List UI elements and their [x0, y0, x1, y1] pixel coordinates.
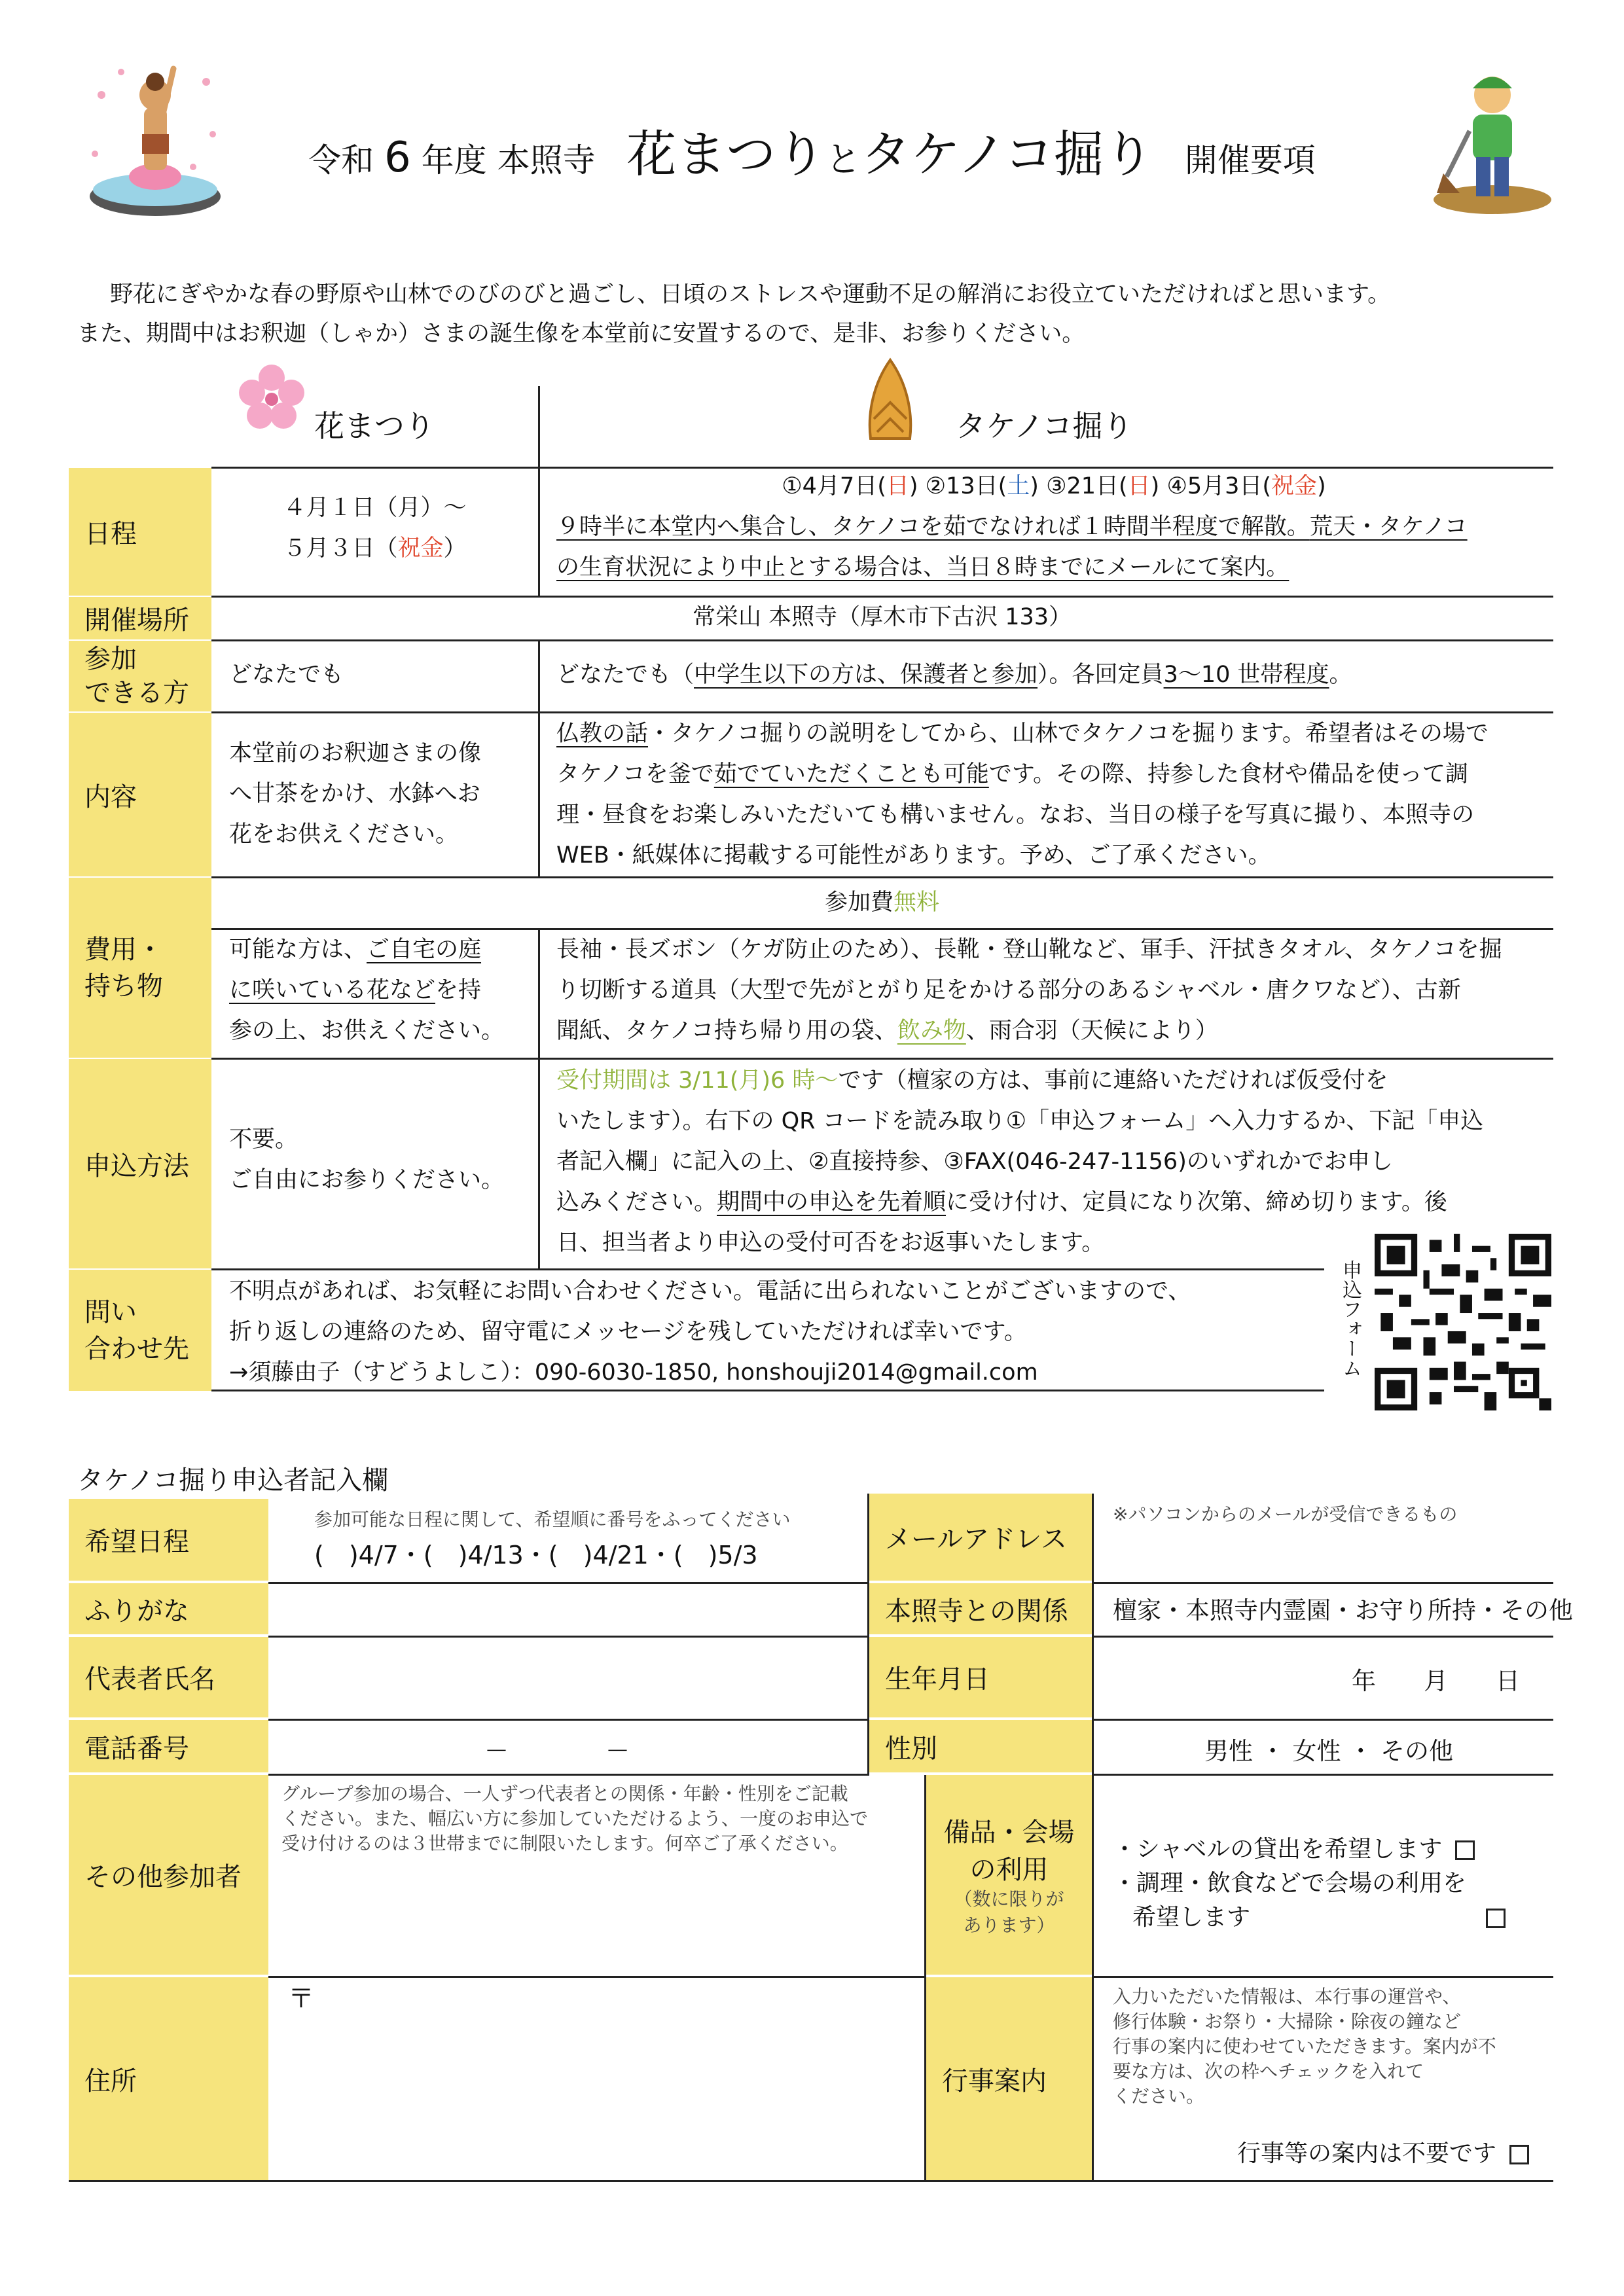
label-eligible: 参加 できる方: [69, 641, 211, 711]
label-content: 内容: [69, 713, 211, 876]
take-schedule: ①4月7日(日) ②13日(土) ③21日(日) ④5月3日(祝金) ９時半に本堂内へ集合し、タケノコを茹でなければ１時間半程度で解散。荒天・タケノコ の生育状況により中止とする場合は、当日８時までにメールにて案内。: [556, 466, 1551, 588]
checkbox-shovel[interactable]: [1455, 1840, 1475, 1860]
header-divider: [538, 386, 540, 468]
contact-text: 不明点があれば、お気軽にお問い合わせください。電話に出られないことがございますので、 折り返しの連絡のため、留守電にメッセージを残していただければ幸いです。 →須藤由子（すどうよしこ）：090-6030-1850, honshouji2014@gmail.com: [229, 1271, 1329, 1393]
cherry-blossom-icon: [239, 363, 304, 435]
form-rule: [268, 1976, 926, 1978]
dates-hint: 参加可能な日程に関して、希望順に番号をふってください: [314, 1509, 791, 1530]
contact-phone-email: →須藤由子（すどうよしこ）：090-6030-1850, honshouji2014@gmail.com: [229, 1359, 1038, 1386]
take-items: 長袖・長ズボン（ケガ防止のため）、長靴・登山靴など、軍手、汗拭きタオル、タケノコを掘 り切断する道具（大型で先がとがり足をかける部分のあるシャベル・唐クワなど）、古新 聞紙、タケノコ持ち帰り用の袋、飲み物、雨合羽（天候により）: [556, 937, 1502, 1044]
label-phone: 電話番号: [69, 1720, 268, 1772]
column-divider: [538, 639, 540, 876]
form-rule: [1092, 1582, 1553, 1584]
column-divider: [538, 467, 540, 596]
birth-day: 日: [1496, 1667, 1520, 1695]
label-furigana: ふりがな: [69, 1583, 268, 1634]
form-divider: [924, 1775, 926, 2181]
form-divider: [867, 1494, 869, 1775]
hana-eligible: どなたでも: [229, 662, 344, 688]
label-address: 住所: [69, 1977, 268, 2180]
bamboo-shoot-icon: [861, 357, 920, 445]
table-rule: [211, 639, 1553, 641]
take-dates: ①4月7日(日) ②13日(土) ③21日(日) ④5月3日(祝金): [782, 473, 1326, 499]
label-event: 行事案内: [926, 1977, 1092, 2180]
venue-value: 常栄山 本照寺（厚木市下古沢 133）: [692, 604, 1072, 630]
form-rule: [1092, 1774, 1553, 1776]
relation-options[interactable]: 檀家・本照寺内霊園・お守り所持・その他: [1113, 1596, 1573, 1624]
form-rule: [268, 1774, 869, 1776]
column-header-take: タケノコ掘り: [956, 408, 1133, 444]
dates-options[interactable]: ( )4/7・( )4/13・( )4/21・( )5/3: [314, 1541, 758, 1570]
label-venue: 開催場所: [69, 597, 211, 639]
postal-mark: 〒: [288, 1984, 314, 2014]
fee: 参加費無料: [824, 889, 940, 916]
take-eligible: どなたでも（中学生以下の方は、保護者と参加）。各回定員3～10 世帯程度。: [556, 662, 1352, 688]
page-title: 令和 6 年度 本照寺 花まつりとタケノコ掘り 開催要項: [308, 125, 1316, 183]
column-header-hana: 花まつり: [314, 408, 435, 444]
label-name: 代表者氏名: [69, 1637, 268, 1717]
equip-option-venue[interactable]: 希望します: [1113, 1901, 1506, 1935]
label-equipment: 備品・会場 の利用 （数に限りが あります）: [926, 1775, 1092, 1975]
birth-year: 年: [1352, 1667, 1376, 1695]
form-rule: [69, 2180, 1553, 2182]
column-divider: [538, 928, 540, 1268]
table-rule: [211, 876, 1553, 878]
label-birth: 生年月日: [869, 1637, 1092, 1717]
name-field[interactable]: [270, 1637, 867, 1717]
checkbox-venue[interactable]: [1486, 1909, 1506, 1928]
qr-code-icon[interactable]: [1375, 1234, 1551, 1410]
label-cost: 費用・ 持ち物: [69, 878, 211, 1058]
checkbox-event-optout[interactable]: [1509, 2145, 1529, 2164]
event-optout[interactable]: 行事等の案内は不要です: [1237, 2135, 1529, 2168]
hana-items: 可能な方は、ご自宅の庭 に咲いている花などを持 参の上、お供えください。: [229, 937, 505, 1044]
email-hint: ※パソコンからのメールが受信できるもの: [1113, 1503, 1458, 1525]
label-dates: 希望日程: [69, 1499, 268, 1581]
birth-month: 月: [1424, 1667, 1448, 1695]
take-content: 仏教の話・タケノコ掘りの説明をしてから、山林でタケノコを掘ります。希望者はその場で タケノコを釜で茹でていただくことも可能です。その際、持参した食材や備品を使って調 理・昼食をお楽しみいただいても構いません。なお、当日の様子を写真に撮り、本照寺の WEB・紙媒体に掲載する可能性があります。予め、ご了承ください。: [556, 721, 1489, 869]
label-gender: 性別: [869, 1720, 1092, 1772]
label-relation: 本照寺との関係: [869, 1583, 1092, 1634]
others-hint: グループ参加の場合、一人ずつ代表者との関係・年齢・性別をご記載 ください。また、幅広い方に参加していただけるよう、一度のお申込で 受け付けるのは３世帯までに制限いたします。何卒ご了承ください。: [281, 1783, 869, 1854]
label-schedule: 日程: [69, 468, 211, 596]
form-rule: [268, 1719, 869, 1721]
label-apply: 申込方法: [69, 1059, 211, 1268]
intro-text: 野花にぎやかな春の野原や山林でのびのびと過ごし、日頃のストレスや運動不足の解消にお役立ていただければと思います。 また、期間中はお釈迦（しゃか）さまの誕生像を本堂前に安置するので、是非、お参りください。: [77, 281, 1391, 347]
equip-option-shovel[interactable]: ・シャベルの貸出を希望します: [1113, 1833, 1506, 1867]
table-rule: [211, 1268, 1324, 1270]
gender-options[interactable]: 男性 ・ 女性 ・ その他: [1204, 1737, 1454, 1765]
hana-apply: 不要。 ご自由にお参りください。: [229, 1126, 505, 1193]
form-heading: タケノコ掘り申込者記入欄: [77, 1465, 389, 1496]
form-divider: [1092, 1494, 1094, 2181]
event-note: 入力いただいた情報は、本行事の運営や、 修行体験・お祭り・大掃除・除夜の鐘など 行事の案内に使わせていただきます。案内が不 要な方は、次の枠へチェックを入れて ください。: [1113, 1986, 1496, 2107]
form-rule: [1092, 1636, 1553, 1638]
form-rule: [1092, 1719, 1553, 1721]
furigana-field[interactable]: [270, 1583, 867, 1634]
take-apply: 受付期間は 3/11(月)6 時～です（檀家の方は、事前に連絡いただければ仮受付を いたします）。右下の QR コードを読み取り①「申込フォーム」へ入力するか、下記「申込 者記入欄」に記入の上、②直接持参、③FAX(046-247-1156)のいずれかでお申し 込みください。期間中の申込を先着順に受け付け、定員になり次第、締め切ります。後 日、担当者より申込の受付可否をお返事いたします。: [556, 1067, 1484, 1256]
table-rule: [211, 1058, 1553, 1060]
label-others: その他参加者: [69, 1775, 268, 1975]
equipment-options: ・シャベルの貸出を希望します ・調理・飲食などで会場の利用を 希望します: [1113, 1833, 1506, 1935]
label-email: メールアドレス: [869, 1494, 1092, 1581]
hana-content: 本堂前のお釈迦さまの像 へ甘茶をかけ、水鉢へお 花をお供えください。: [229, 740, 482, 848]
qr-label: 申込フォーム: [1339, 1260, 1362, 1378]
phone-field[interactable]: － －: [484, 1737, 630, 1765]
form-rule: [1092, 1976, 1553, 1978]
label-contact: 問い 合わせ先: [69, 1270, 211, 1391]
hana-schedule: ４月１日（月）～ ５月３日（祝金）: [283, 495, 467, 562]
